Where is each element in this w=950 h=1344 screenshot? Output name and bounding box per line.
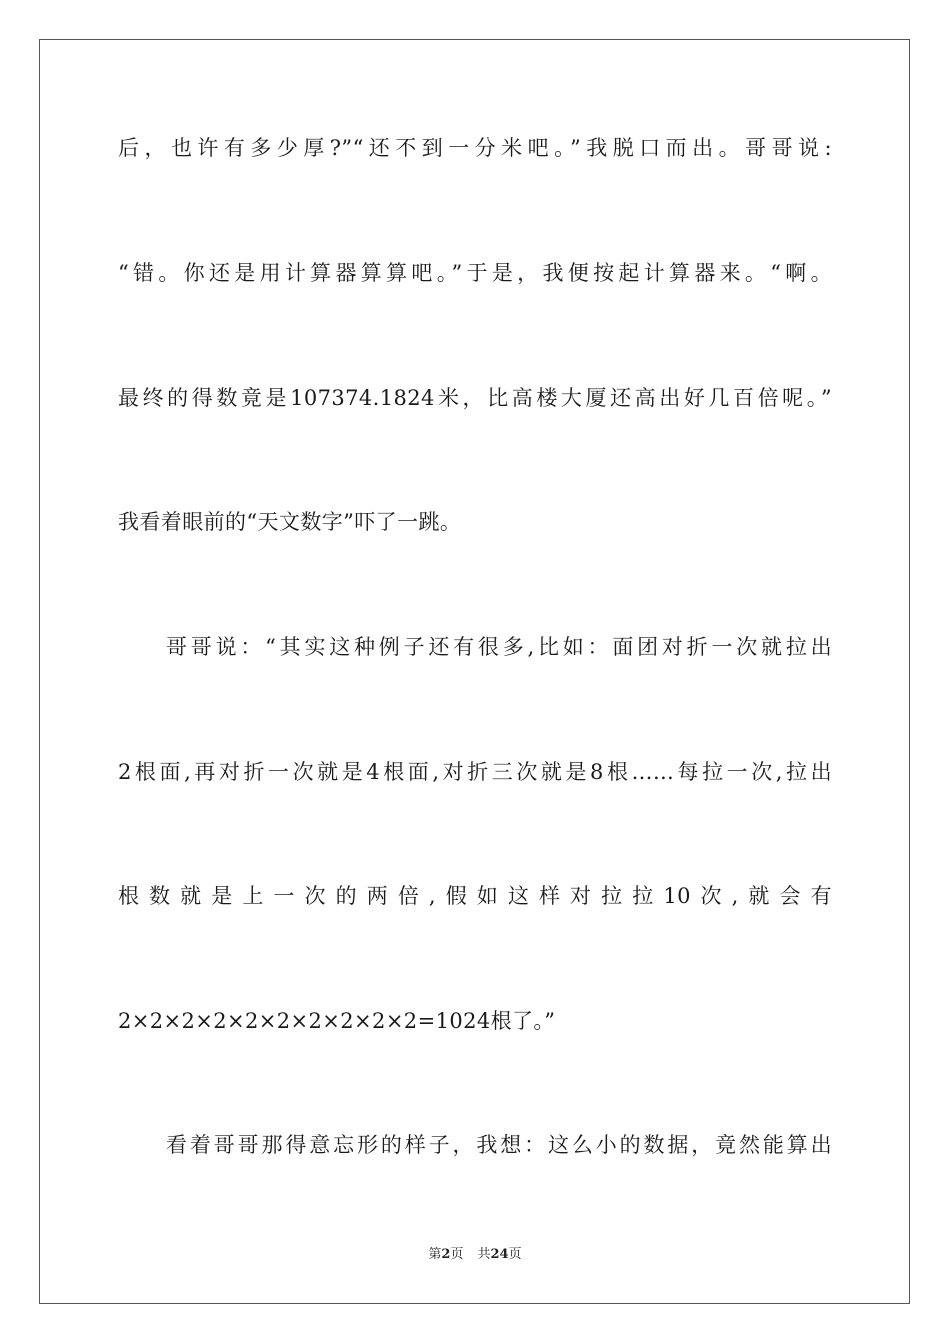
footer-page-number: 2: [441, 1247, 451, 1262]
text-line-7: 根数就是上一次的两倍,假如这样对拉拉10次,就会有: [118, 884, 832, 908]
footer-page-suffix: 页: [450, 1247, 464, 1262]
text-line-6: 2根面,再对折一次就是4根面,对折三次就是8根……每拉一次,拉出: [118, 760, 832, 784]
text-line-1: 后，也许有多少厚?”“还不到一分米吧。”我脱口而出。哥哥说:: [118, 136, 832, 160]
text-line-4: 我看着眼前的“天文数字”吓了一跳。: [118, 510, 462, 534]
footer-total-prefix: 共: [477, 1247, 491, 1262]
text-line-3: 最终的得数竟是107374.1824米，比高楼大厦还高出好几百倍呢。”: [118, 386, 832, 410]
text-line-2: “错。你还是用计算器算算吧。”于是，我便按起计算器来。“啊。: [118, 261, 832, 285]
footer-total-pages: 24: [490, 1247, 509, 1262]
page-border: [39, 39, 910, 1304]
paragraph-start-line-9: 看着哥哥那得意忘形的样子，我想：这么小的数据，竟然能算出: [166, 1133, 832, 1157]
footer-page-prefix: 第: [428, 1247, 442, 1262]
paragraph-start-line-5: 哥哥说：“其实这种例子还有很多,比如：面团对折一次就拉出: [166, 635, 832, 659]
page-footer: [0, 1247, 950, 1263]
footer-total-suffix: 页: [508, 1247, 522, 1262]
text-line-8: 2×2×2×2×2×2×2×2×2×2=1024根了。”: [118, 1009, 556, 1033]
